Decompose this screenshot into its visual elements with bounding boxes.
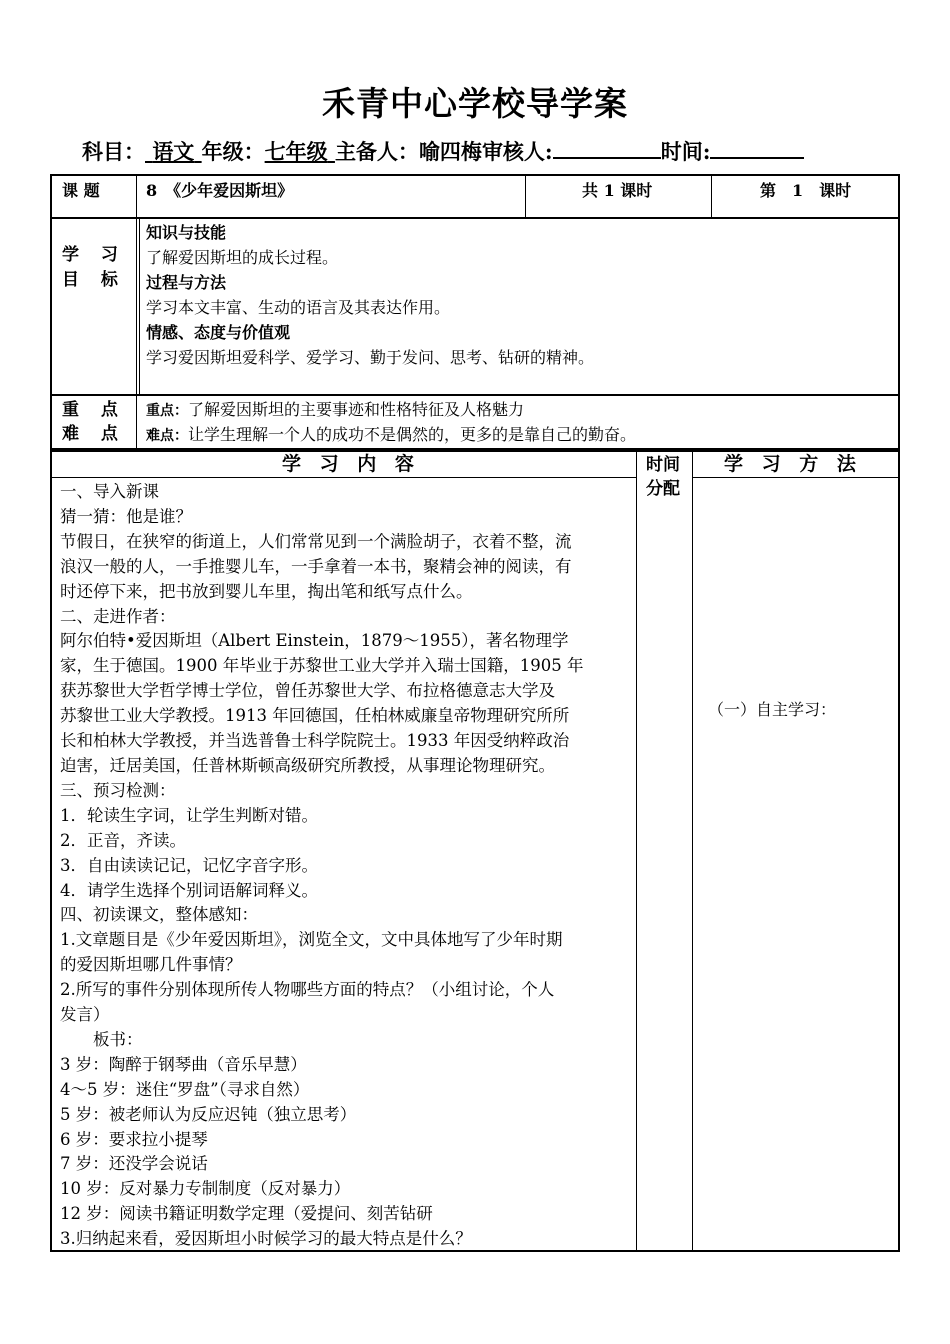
col-divider xyxy=(136,174,137,450)
goal-heading-emotion: 情感、态度与价值观 xyxy=(146,323,291,342)
difficulty-point xyxy=(146,422,636,449)
key-label-2: 难 点 xyxy=(62,424,126,444)
content-line: 3.归纳起来看，爱因斯坦小时候学习的最大特点是什么？ xyxy=(60,1229,472,1249)
time-blank xyxy=(710,139,804,159)
content-line: 一、导入新课 xyxy=(60,482,159,501)
content-line: 4．请学生选择个别词语解词释义。 xyxy=(60,880,318,900)
content-line: 5 岁：被老师认为反应迟钝（独立思考） xyxy=(60,1104,357,1124)
goal-heading-process: 过程与方法 xyxy=(146,273,227,292)
goals-label-2: 目 标 xyxy=(62,270,126,290)
key-point xyxy=(146,397,524,424)
reviewer-label: 审核人: xyxy=(481,139,553,164)
content-line: 阿尔伯特•爱因斯坦（Albert Einstein，1879～1955），著名物理学 xyxy=(60,631,569,651)
learning-content xyxy=(60,480,635,1252)
col-divider xyxy=(139,217,140,395)
goal-text-knowledge: 了解爱因斯坦的成长过程。 xyxy=(146,248,339,267)
content-line: 7 岁：还没学会说话 xyxy=(60,1154,208,1174)
row-divider xyxy=(50,217,900,219)
content-line: 6 岁：要求拉小提琴 xyxy=(60,1129,208,1149)
goal-text-process: 学习本文丰富、生动的语言及其表达作用。 xyxy=(146,298,451,317)
content-line: 10 岁：反对暴力专制制度（反对暴力） xyxy=(60,1179,351,1199)
goal-heading-knowledge: 知识与技能 xyxy=(146,223,227,242)
content-line: 2．正音，齐读。 xyxy=(60,830,186,850)
content-line: 家，生于德国。1900 年毕业于苏黎世工业大学并入瑞士国籍，1905 年 xyxy=(60,656,584,676)
row-divider xyxy=(50,394,900,396)
col-divider xyxy=(711,174,712,218)
reviewer-blank xyxy=(553,139,661,159)
content-line: 浪汉一般的人，一手推婴儿车，一手拿着一本书，聚精会神的阅读，有 xyxy=(60,556,572,576)
row-divider xyxy=(50,477,637,478)
goals-label-1: 学 习 xyxy=(62,245,126,265)
content-line: 长和柏林大学教授，并当选普鲁士科学院院士。1933 年因受纳粹政治 xyxy=(60,731,570,751)
subject-value: 语文 xyxy=(152,139,195,164)
document-title: 禾青中心学校导学案 xyxy=(322,84,628,123)
goal-text-emotion: 学习爱因斯坦爱科学、爱学习、勤于发问、思考、钻研的精神。 xyxy=(146,348,595,367)
content-line: 苏黎世工业大学教授。1913 年回德国，任柏林威廉皇帝物理研究所所 xyxy=(60,706,570,726)
content-line: 节假日，在狭窄的街道上，人们常常见到一个满脸胡子，衣着不整，流 xyxy=(60,531,572,551)
preparer-value: 喻四梅 xyxy=(418,139,482,164)
difficulty-label: 难点： xyxy=(146,428,188,444)
content-line: 3 岁：陶醉于钢琴曲（音乐早慧） xyxy=(60,1054,307,1074)
content-line: 的爱因斯坦哪几件事情？ xyxy=(60,955,242,975)
content-line: 3．自由读读记记，记忆字音字形。 xyxy=(60,855,318,875)
content-header: 学 习 内 容 xyxy=(282,453,420,475)
content-line: 四、初读课文，整体感知： xyxy=(60,905,258,925)
grade-label: 年级： xyxy=(201,139,265,164)
time-header-1: 时间 xyxy=(646,455,680,475)
time-label: 时间: xyxy=(660,139,711,164)
row-divider xyxy=(692,477,900,478)
content-line: 发言） xyxy=(60,1005,110,1025)
content-line: 迫害，迁居美国，任普林斯顿高级研究所教授，从事理论物理研究。 xyxy=(60,755,555,775)
col-divider xyxy=(692,450,693,1252)
content-line: 1.文章题目是《少年爱因斯坦》，浏览全文，文中具体地写了少年时期 xyxy=(60,930,563,950)
content-line: 三、预习检测： xyxy=(60,780,176,800)
content-line: 猜一猜：他是谁？ xyxy=(60,506,192,526)
method-header: 学 习 方 法 xyxy=(724,453,862,475)
content-line: 1．轮读生字词，让学生判断对错。 xyxy=(60,805,318,825)
difficulty-text: 让学生理解一个人的成功不是偶然的，更多的是靠自己的勤奋。 xyxy=(188,425,637,444)
content-line: 获苏黎世大学哲学博士学位，曾任苏黎世大学、布拉格德意志大学及 xyxy=(60,681,555,701)
content-line: 12 岁：阅读书籍证明数学定理（爱提问、刻苦钻研 xyxy=(60,1204,433,1224)
subject-label: 科目： xyxy=(82,139,145,164)
time-header-2: 分配 xyxy=(646,479,680,499)
key-label-1: 重 点 xyxy=(62,400,126,420)
total-periods: 共 1 课时 xyxy=(582,181,653,200)
current-period: 第 1 课时 xyxy=(760,181,852,200)
key-point-text: 了解爱因斯坦的主要事迹和性格特征及人格魅力 xyxy=(188,400,525,419)
content-line: 2.所写的事件分别体现所传人物哪些方面的特点？（小组讨论，个人 xyxy=(60,980,555,1000)
content-line: 板书： xyxy=(60,1029,143,1049)
col-divider xyxy=(636,450,637,1252)
key-point-label: 重点： xyxy=(146,403,188,419)
content-line: 4～5 岁：迷住“罗盘”（寻求自然） xyxy=(60,1079,310,1099)
col-divider xyxy=(525,174,526,218)
meta-line xyxy=(82,136,804,166)
method-text: （一）自主学习： xyxy=(708,700,837,719)
content-line: 时还停下来，把书放到婴儿车里，掏出笔和纸写点什么。 xyxy=(60,581,473,601)
content-line: 二、走进作者： xyxy=(60,606,176,626)
preparer-label: 主备人： xyxy=(334,139,419,164)
topic-label: 课 题 xyxy=(62,181,100,200)
topic-value: 8 《少年爱因斯坦》 xyxy=(146,181,294,200)
grade-value: 七年级 xyxy=(264,139,328,164)
